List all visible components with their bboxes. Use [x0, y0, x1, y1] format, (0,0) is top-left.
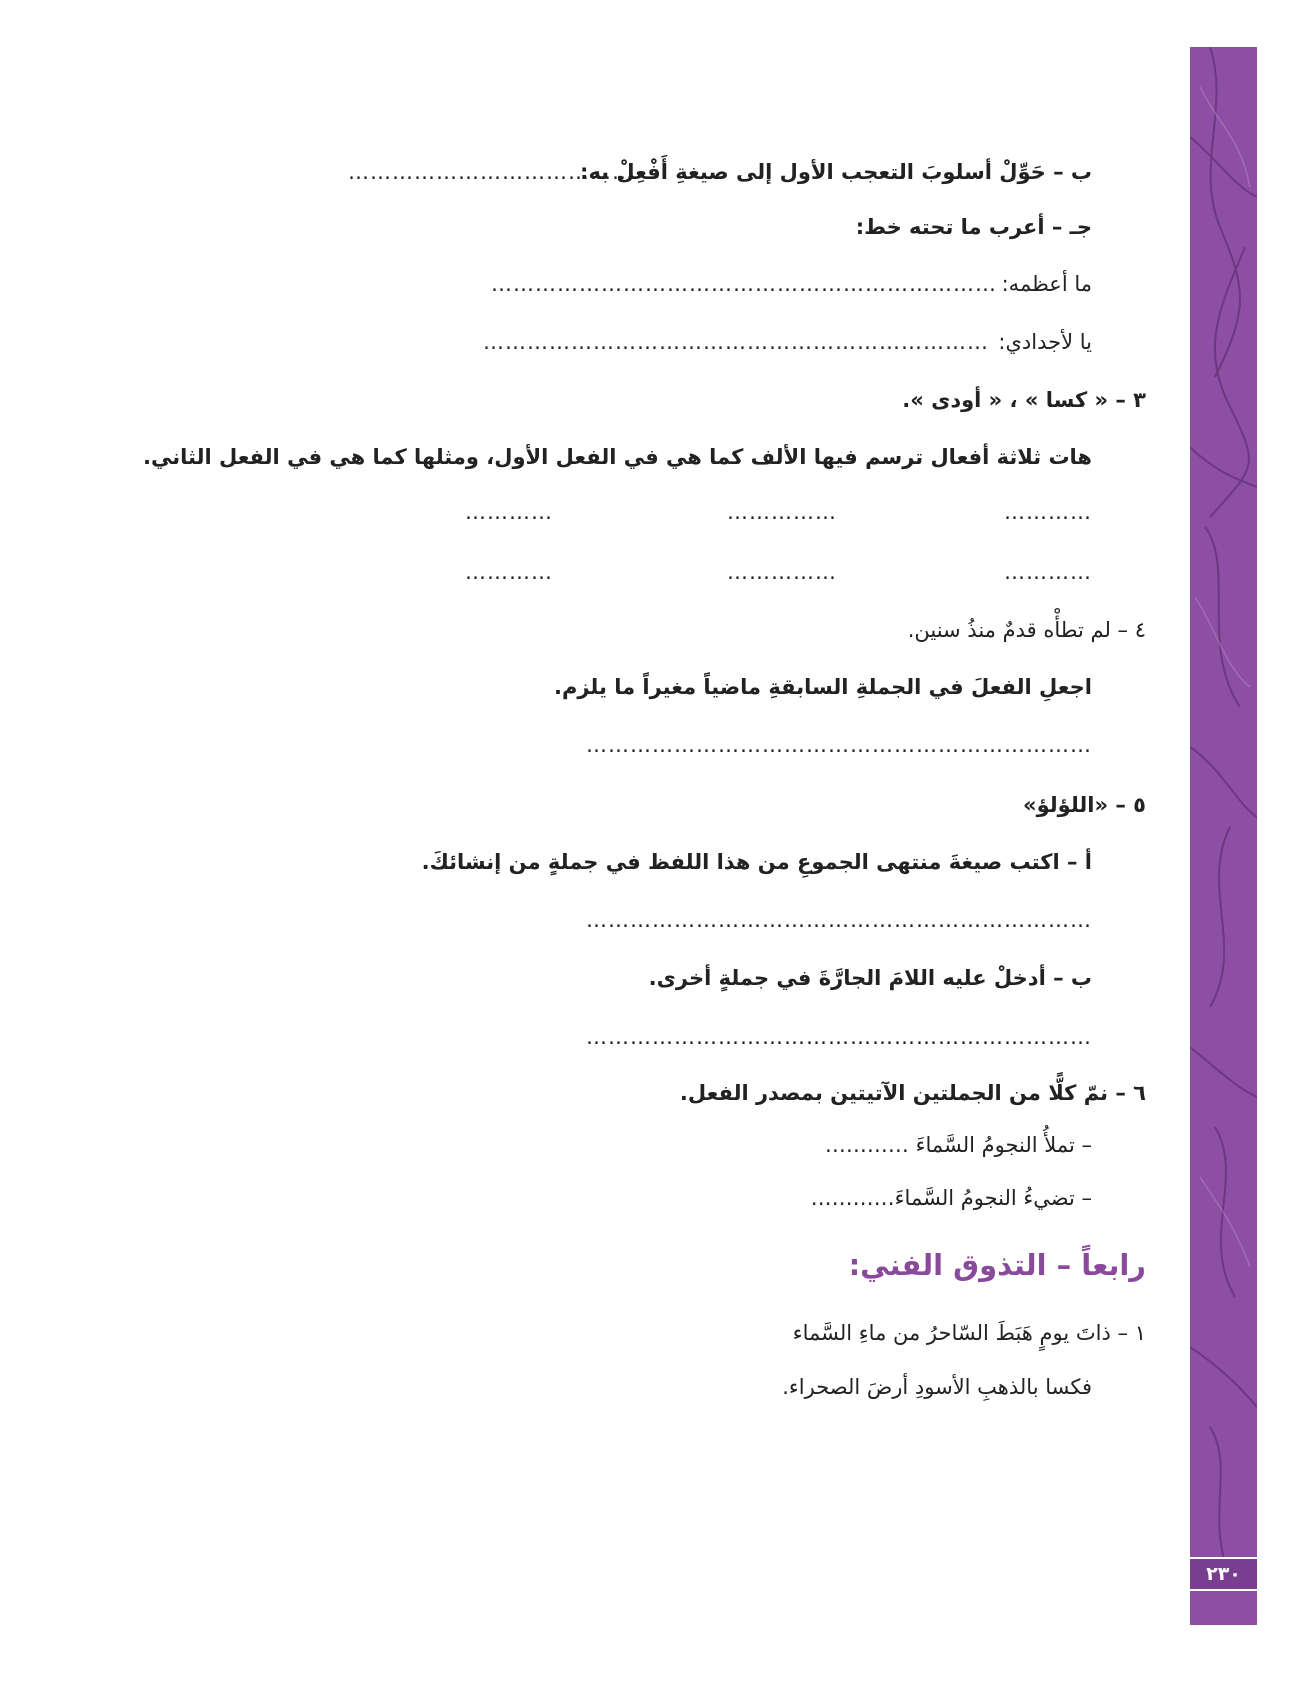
question-4: ٤ – لم تطأْه قدمٌ منذُ سنين.: [907, 618, 1146, 642]
question-6: ٦ – نمّ كلًّا من الجملتين الآتيتين بمصدر الفعل.: [679, 1081, 1146, 1105]
q3-blank-4[interactable]: …………: [1004, 560, 1092, 584]
question-5-a-answer-blank[interactable]: ……………………………………………………………: [586, 908, 1092, 932]
question-6-line-2[interactable]: – تضيءُ النجومُ السَّماءَ…………: [810, 1186, 1092, 1210]
sidebar-pattern-graphic: [1190, 47, 1257, 1625]
question-4-instruction: اجعلِ الفعلَ في الجملةِ السابقةِ ماضياً مغيراً ما يلزم.: [554, 675, 1092, 699]
q3-blank-2[interactable]: ……………: [727, 500, 837, 524]
q3-blank-1[interactable]: …………: [1004, 500, 1092, 524]
q3-blank-6[interactable]: …………: [465, 560, 553, 584]
page-number: ٢٣٠: [1190, 1557, 1257, 1591]
question-3: ٣ – « كسا » ، « أودى ».: [902, 388, 1146, 412]
parse-item-ya-liajdadi: يا لأجدادي:: [998, 330, 1092, 354]
question-5-b: ب – أدخلْ عليه اللامَ الجارَّةَ في جملةٍ أخرى.: [648, 966, 1092, 990]
parse-item-ma-aazamahu: ما أعظمه:: [1001, 272, 1092, 296]
question-4-answer-blank[interactable]: ……………………………………………………………: [586, 733, 1092, 757]
parse-item-ma-aazamahu-blank[interactable]: ……………………………………………………………: [491, 272, 997, 296]
q3-blank-5[interactable]: ……………: [727, 560, 837, 584]
exercise-b-convert-answer-blank[interactable]: …………………………………: [348, 160, 634, 184]
question-5-b-answer-blank[interactable]: ……………………………………………………………: [586, 1025, 1092, 1049]
exercise-b-convert: ب – حَوِّلْ أسلوبَ التعجب الأول إلى صيغةِ أَفْعِلْ به:: [580, 160, 1092, 184]
exercise-j-parse: جـ – أعرب ما تحته خط:: [855, 215, 1092, 239]
question-6-line-1[interactable]: – تملأُ النجومُ السَّماءَ …………: [824, 1133, 1092, 1157]
poem-line-1: ١ – ذاتَ يومٍ هَبَطَ السّاحرُ من ماءِ السَّماء: [792, 1321, 1146, 1345]
parse-item-ya-liajdadi-blank[interactable]: ……………………………………………………………: [483, 330, 989, 354]
section-heading-artistic-appreciation: رابعاً – التذوق الفني:: [848, 1248, 1146, 1282]
poem-line-2: فكسا بالذهبِ الأسودِ أرضَ الصحراء.: [782, 1375, 1092, 1399]
decorative-sidebar: [1190, 47, 1257, 1625]
q3-blank-3[interactable]: …………: [465, 500, 553, 524]
question-5-a: أ – اكتب صيغةَ منتهى الجموعِ من هذا اللفظ في جملةٍ من إنشائكَ.: [421, 850, 1092, 874]
question-3-instruction: هات ثلاثة أفعال ترسم فيها الألف كما هي في الفعل الأول، ومثلها كما هي في الفعل الثاني.: [143, 445, 1092, 469]
question-5: ٥ – «اللؤلؤ»: [1023, 793, 1146, 817]
